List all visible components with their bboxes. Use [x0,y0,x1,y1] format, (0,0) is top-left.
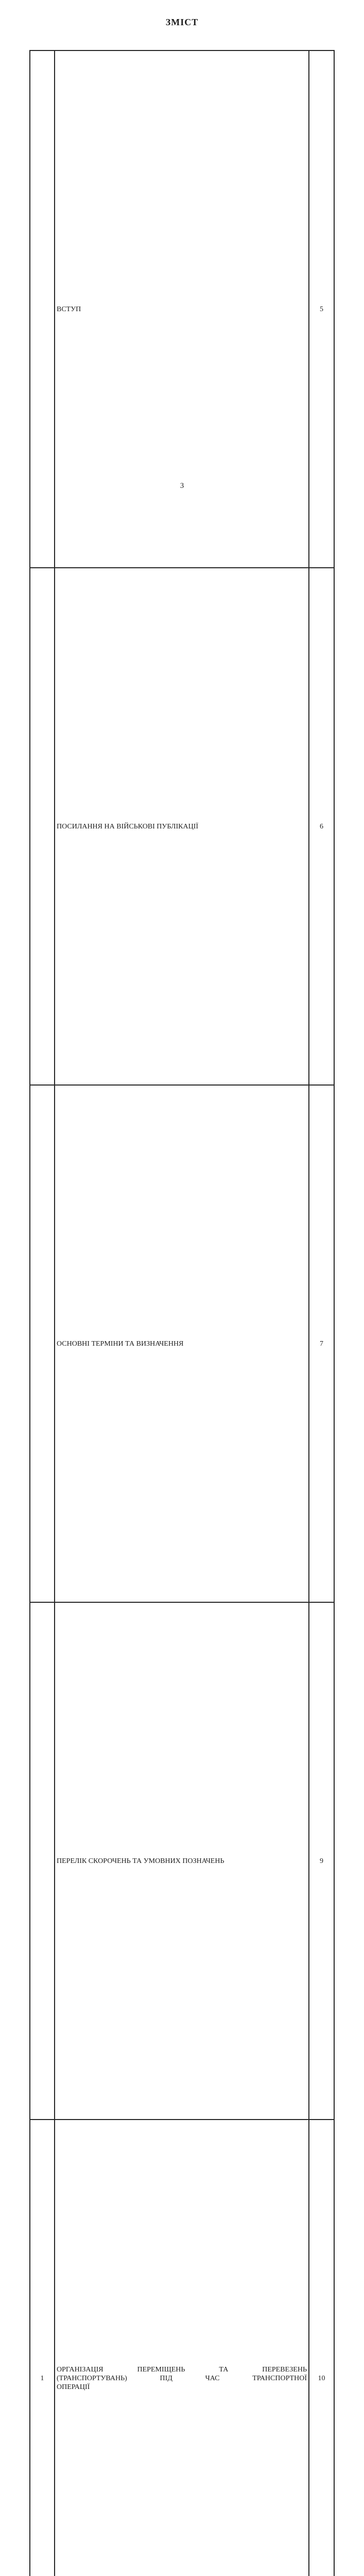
row-page-cell: 6 [309,568,334,1085]
row-number-cell [30,568,55,1085]
row-title-line: ОСНОВНІ ТЕРМІНИ ТА ВИЗНАЧЕННЯ [57,1340,184,1348]
row-page-cell: 9 [309,1602,334,2120]
table-row [30,1085,334,1602]
table-row [30,568,334,1085]
row-title-cell [55,2120,309,2576]
page-title: ЗМІСТ [165,17,199,27]
contents-table-body [30,50,334,2576]
row-title-line: ВСТУП [57,305,81,313]
row-title-cell [55,568,309,1085]
row-page-cell: 7 [309,1085,334,1602]
row-title-cell [55,1602,309,2120]
row-number-cell [30,1085,55,1602]
contents-table [29,50,335,2576]
row-title-line: (ТРАНСПОРТУВАНЬ) ПІД ЧАС ТРАНСПОРТНОЇ [57,2374,307,2382]
table-row [30,1602,334,2120]
row-title-line: ОПЕРАЦІЇ [57,2383,90,2391]
row-page-cell: 10 [309,2120,334,2576]
row-title-line: ОРГАНІЗАЦІЯ ПЕРЕМІЩЕНЬ ТА ПЕРЕВЕЗЕНЬ [57,2365,307,2374]
row-title-line: ПОСИЛАННЯ НА ВІЙСЬКОВІ ПУБЛІКАЦІЇ [57,822,199,831]
row-page-cell: 5 [309,50,334,568]
row-number-cell: 1 [30,2120,55,2576]
row-number-cell [30,1602,55,2120]
row-title-line: ПЕРЕЛІК СКОРОЧЕНЬ ТА УМОВНИХ ПОЗНАЧЕНЬ [57,1857,224,1865]
page-number-footer: 3 [180,482,184,490]
table-row [30,2120,334,2576]
row-title-cell [55,1085,309,1602]
